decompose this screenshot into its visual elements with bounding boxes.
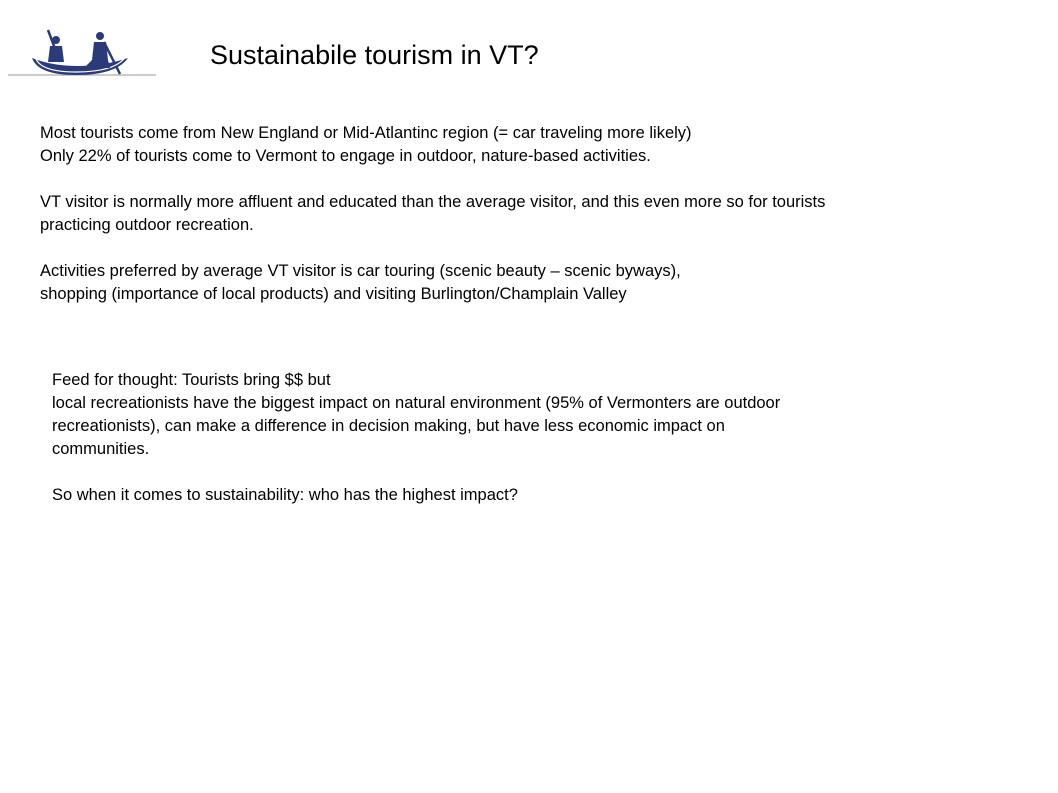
thought-text-line: recreationists), can make a difference in decision making, but have less economic impact on: [52, 417, 725, 435]
facts-text-line: practicing outdoor recreation.: [40, 216, 254, 234]
thought-block: [52, 369, 1042, 507]
canoe-paddlers-logo-icon: [8, 28, 156, 78]
facts-text-line: VT visitor is normally more affluent and educated than the average visitor, and this even more so for tourists: [40, 193, 826, 211]
facts-text-line: Activities preferred by average VT visitor is car touring (scenic beauty – scenic byways),: [40, 262, 681, 280]
paragraph-gap: [40, 237, 1058, 260]
facts-text-line: Most tourists come from New England or Mid-Atlantinc region (= car traveling more likely): [40, 124, 692, 142]
thought-text-line: Feed for thought: Tourists bring $$ but: [52, 371, 331, 389]
paragraph-gap: [40, 168, 1058, 191]
facts-block: [40, 122, 1058, 306]
facts-text-line: shopping (importance of local products) and visiting Burlington/Champlain Valley: [40, 285, 627, 303]
thought-text-line: communities.: [52, 440, 150, 458]
slide-title: Sustainabile tourism in VT?: [210, 40, 539, 70]
paragraph-gap: [52, 461, 1042, 484]
facts-text-line: Only 22% of tourists come to Vermont to engage in outdoor, nature-based activities.: [40, 147, 651, 165]
thought-text-line: local recreationists have the biggest impact on natural environment (95% of Vermonters are outdoor: [52, 394, 781, 412]
thought-text-line: So when it comes to sustainability: who has the highest impact?: [52, 486, 518, 504]
